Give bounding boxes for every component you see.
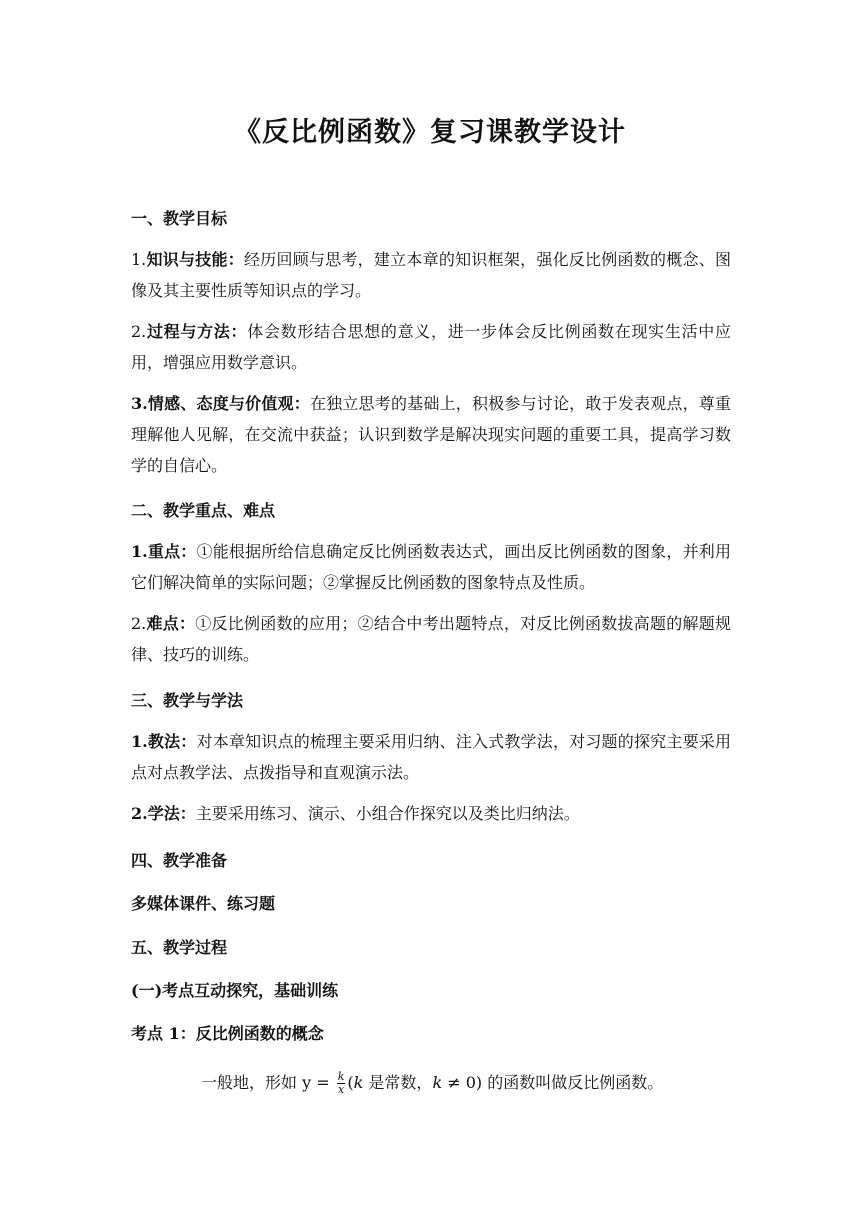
formula-not-equal: ≠ 0: [442, 1073, 476, 1092]
formula-y: y: [302, 1073, 312, 1092]
item-label: 学法：: [147, 804, 196, 823]
document-title: 《反比例函数》复习课教学设计: [234, 117, 626, 148]
teaching-method: [131, 726, 731, 788]
section-heading-methods: 三、教学与学法: [131, 691, 244, 710]
item-text: 主要采用练习、演示、小组合作探究以及类比归纳法。: [195, 804, 580, 823]
item-label: 过程与方法：: [146, 322, 248, 341]
section-heading-goals: 一、教学目标: [131, 209, 228, 228]
item-number: 1.: [131, 732, 148, 751]
item-text: 经历回顾与思考，建立本章的知识框架，强化反比例函数的概念、图像及其主要性质等知识点的学习。: [131, 250, 731, 300]
item-number: 1.: [131, 250, 147, 269]
item-label: 知识与技能：: [146, 250, 244, 269]
item-label: 教法：: [147, 732, 197, 751]
formula-k: k: [353, 1073, 364, 1092]
item-number: 2.: [131, 322, 147, 341]
difficult-point: [131, 608, 731, 670]
goal-knowledge: [131, 244, 731, 306]
formula-prefix: 一般地，形如: [201, 1073, 303, 1092]
fraction-numerator: k: [337, 1070, 345, 1083]
key-point-heading: 考点 1：反比例函数的概念: [131, 1024, 324, 1043]
item-number: 1.: [131, 542, 148, 561]
item-number: 2.: [131, 804, 148, 823]
fraction-denominator: x: [337, 1083, 345, 1096]
formula-constant-text: 是常数，: [363, 1073, 433, 1092]
formula-k: k: [432, 1073, 443, 1092]
item-text: 体会数形结合思想的意义，进一步体会反比例函数在现实生活中应用，增强应用数学意识。: [131, 322, 731, 372]
formula-fraction: [337, 1071, 346, 1096]
item-number: 2.: [131, 614, 147, 633]
preparation-materials: 多媒体课件、练习题: [131, 894, 276, 913]
formula-close-paren: ): [475, 1073, 483, 1092]
goal-attitude: [131, 388, 731, 481]
section-heading-preparation: 四、教学准备: [131, 851, 228, 870]
formula-equals: =: [311, 1073, 335, 1092]
learning-method: [131, 798, 731, 829]
section-heading-key-points: 二、教学重点、难点: [131, 501, 276, 520]
item-number: 3.: [131, 394, 148, 413]
inverse-proportion-definition: [201, 1070, 663, 1096]
goal-process: [131, 316, 731, 378]
item-text: ①反比例函数的应用；②结合中考出题特点，对反比例函数拔高题的解题规律、技巧的训练。: [131, 614, 731, 664]
formula-suffix: 的函数叫做反比例函数。: [482, 1073, 664, 1092]
item-text: 在独立思考的基础上，积极参与讨论，敢于发表观点，尊重理解他人见解，在交流中获益；认识到数学是解决现实问题的重要工具，提高学习数学的自信心。: [131, 394, 731, 475]
item-label: 情感、态度与价值观：: [147, 394, 310, 413]
subsection-heading: (一)考点互动探究，基础训练: [131, 981, 339, 1000]
formula-open-paren: (: [347, 1073, 354, 1092]
key-point: [131, 536, 731, 598]
item-text: 对本章知识点的梳理主要采用归纳、注入式教学法，对习题的探究主要采用点对点教学法、点拨指导和直观演示法。: [131, 732, 731, 782]
item-label: 难点：: [146, 614, 196, 633]
item-text: ①能根据所给信息确定反比例函数表达式，画出反比例函数的图象，并利用它们解决简单的实际问题；②掌握反比例函数的图象特点及性质。: [131, 542, 731, 592]
section-heading-process: 五、教学过程: [131, 938, 228, 957]
item-label: 重点：: [147, 542, 197, 561]
